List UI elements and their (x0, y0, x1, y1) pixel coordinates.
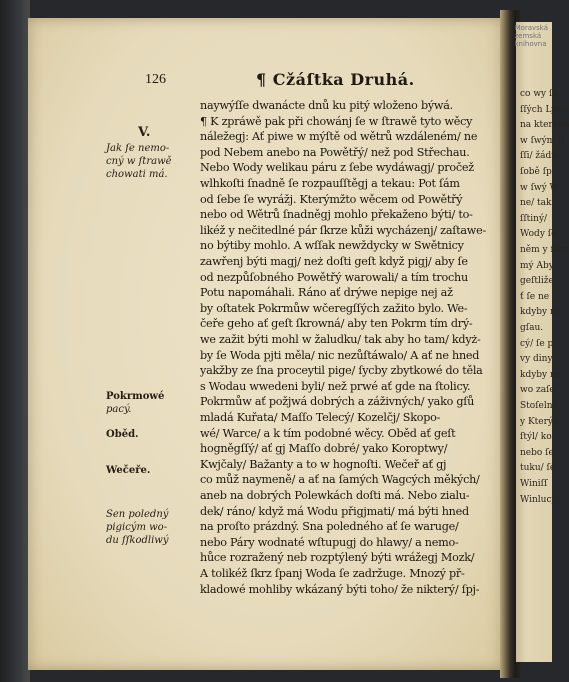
text-line: likéž y nečitedlné pár ſkrze kůži wycházenj/ zaſtawe- (200, 223, 487, 237)
facing-page-line: ſſtiný/ (520, 213, 548, 224)
facing-page-line: nebo ſe (520, 447, 554, 458)
page-number: 126 (145, 72, 166, 87)
facing-page-line: něm y ſam (520, 245, 568, 255)
facing-page-line: Winiſſ (520, 479, 548, 489)
text-line: co můž naymeně/ a ať na ſamých Wagcých měkých/ (200, 473, 480, 487)
margin-note: du ſſkodliwý (106, 535, 169, 546)
facing-page-line: y Kterýc (520, 416, 559, 427)
facing-page-line: na kterého (520, 120, 569, 131)
book-page (28, 18, 508, 670)
text-line: wlhkoſti ſnadně ſe rozpauſſtěgj a tekau: Pot ſám (200, 177, 460, 190)
text-line: aneb na dobrých Polewkách doſti má. Nebo zialu- (200, 489, 470, 502)
text-line: s Wodau wwedeni byli/ než prwé ať gde na ſtolicy. (200, 379, 471, 393)
text-line: no býtiby mohlo. A wſſak newždycky w Swětnicy (200, 239, 464, 253)
margin-note: Sen poledný (106, 509, 169, 520)
margin-note: V. (138, 125, 151, 140)
text-line: Potu napomáhali. Ráno ať drýwe nepige nej až (200, 286, 453, 300)
facing-page-line: ſſi/ žádn (520, 151, 558, 162)
facing-page-line: Stoſelný (520, 401, 558, 411)
page-header (28, 72, 508, 94)
margin-note: Wečeře. (106, 465, 151, 476)
facing-page-line: cý/ ſe p (520, 338, 554, 349)
text-line: ¶ K zpráwě pak při chowánj ſe w ſtrawě tyto wěcy (200, 114, 473, 128)
facing-page-line: ſſých Lyco (520, 104, 567, 115)
facing-page-line: kdyby ne (520, 369, 562, 380)
facing-page-line: geſtliže (520, 276, 554, 287)
text-line: nebo Páry wodnaté wſtupugj do hlawy/ a nemo- (200, 535, 459, 549)
text-line: hogněgſſý/ ať gj Maſſo dobré/ yako Koroptwy/ (200, 442, 448, 456)
facing-page-line: wo zaſe (520, 385, 555, 396)
text-line: mladá Kuřata/ Maſſo Telecý/ Kozelčj/ Skopo- (200, 411, 441, 424)
facing-page-line: Winlucy/ (520, 494, 560, 505)
text-line: yakžby ze ſna proceytil pige/ ſycby zbytkowé do těla (200, 364, 483, 378)
text-line: zawřenj býti magj/ neż doſti geſt když pigj/ aby ſe (200, 255, 468, 268)
facing-page-line: ť ſe ne (520, 291, 550, 302)
facing-page-line: Wody ſe (520, 229, 557, 240)
margin-note: Oběd. (106, 429, 139, 440)
text-line: Kwjčaly/ Bažanty a to w hognoſti. Wečeř ať gj (200, 457, 447, 471)
facing-page-line: vy diny (520, 354, 553, 365)
margin-note: Jak ſe nemo- (106, 143, 170, 154)
margin-note: cný w ſtrawě (106, 156, 172, 167)
facing-page-line: tuku/ ſe (520, 463, 556, 474)
text-line: we zažit býti mohl w žaludku/ tak aby ho tam/ kdyż- (200, 333, 481, 346)
text-line: dek/ ráno/ když má Wodu přigjmati/ má býti hned (200, 504, 469, 518)
text-line: od ſebe ſe wyrážj. Kterýmžto wěcem od Powětřý (200, 192, 463, 206)
running-head: ¶ Cžáſtka Druhá. (256, 70, 415, 89)
text-line: kladowé mohliby wkázaný býti toho/ že nikterý/ ſpj- (200, 582, 480, 596)
text-line: wé/ Warce/ a k tím podobné wěcy. Oběd ať geſt (200, 426, 456, 440)
text-line: na proſto prázdný. Sna poledného ať ſe warugе/ (200, 520, 459, 534)
facing-page-line: ſobě ſp (520, 167, 552, 177)
margin-note: pacý. (106, 404, 132, 415)
facing-page-line: mý Aby (520, 260, 554, 271)
text-line: naywýſſe dwanácte dnů ku pitý wloženo býwá. (200, 99, 453, 112)
text-line: hůce rozražený neb rozptýlený býti wrážegj Mozk/ (200, 551, 475, 565)
margin-note: chowati má. (106, 169, 168, 180)
facing-page-line: w ſwým ſt (520, 135, 566, 146)
text-line: náležegj: Ať piwe w mýſtě od wětrů wzdáleném/ ne (200, 130, 478, 144)
text-line: pod Nebem anebo na Powětřý/ než pod Střechau. (200, 145, 470, 159)
text-line: A tolikéž ſkrz ſpanj Woda ſe zadržuge. Mnozý př- (200, 567, 465, 580)
text-line: Pokrmůw ať požjwá dobrých a záživných/ yako gſů (200, 395, 475, 409)
facing-page-line: w ſwý W (520, 182, 559, 193)
facing-page-line: ſtýl/ ko (520, 432, 552, 443)
facing-page-line: gſau. (520, 323, 544, 333)
facing-page-edge (514, 22, 569, 662)
watermark: Moravská zemská knihovna (514, 24, 548, 48)
facing-page-line: ne/ tak (520, 198, 552, 209)
adjacent-book-edge (0, 0, 30, 682)
text-line: nebo od Wětrů ſnadněgj mohlo překaženo býti/ to- (200, 208, 473, 222)
text-line: by ſe Woda pjti měla/ nic nezůſtáwalo/ A ať ne hned (200, 348, 480, 362)
text-line: Nebo Wody welikau páru z ſebe wydáwagj/ pročež (200, 161, 474, 175)
margin-note: pigicým wo- (106, 522, 168, 533)
text-line: by oſtatek Pokrmůw wčeregſſých zažito bylo. We- (200, 301, 468, 315)
text-line: od nezpůſobného Powětřý warowali/ a tím trochu (200, 270, 468, 284)
text-line: čeře geho ať geſt ſkrowná/ aby ten Pokrm tím drý- (200, 317, 473, 331)
facing-page-line: co wy ſo (520, 89, 558, 99)
margin-note: Pokrmowé (106, 391, 165, 402)
facing-page-line: kdyby m (520, 307, 559, 318)
